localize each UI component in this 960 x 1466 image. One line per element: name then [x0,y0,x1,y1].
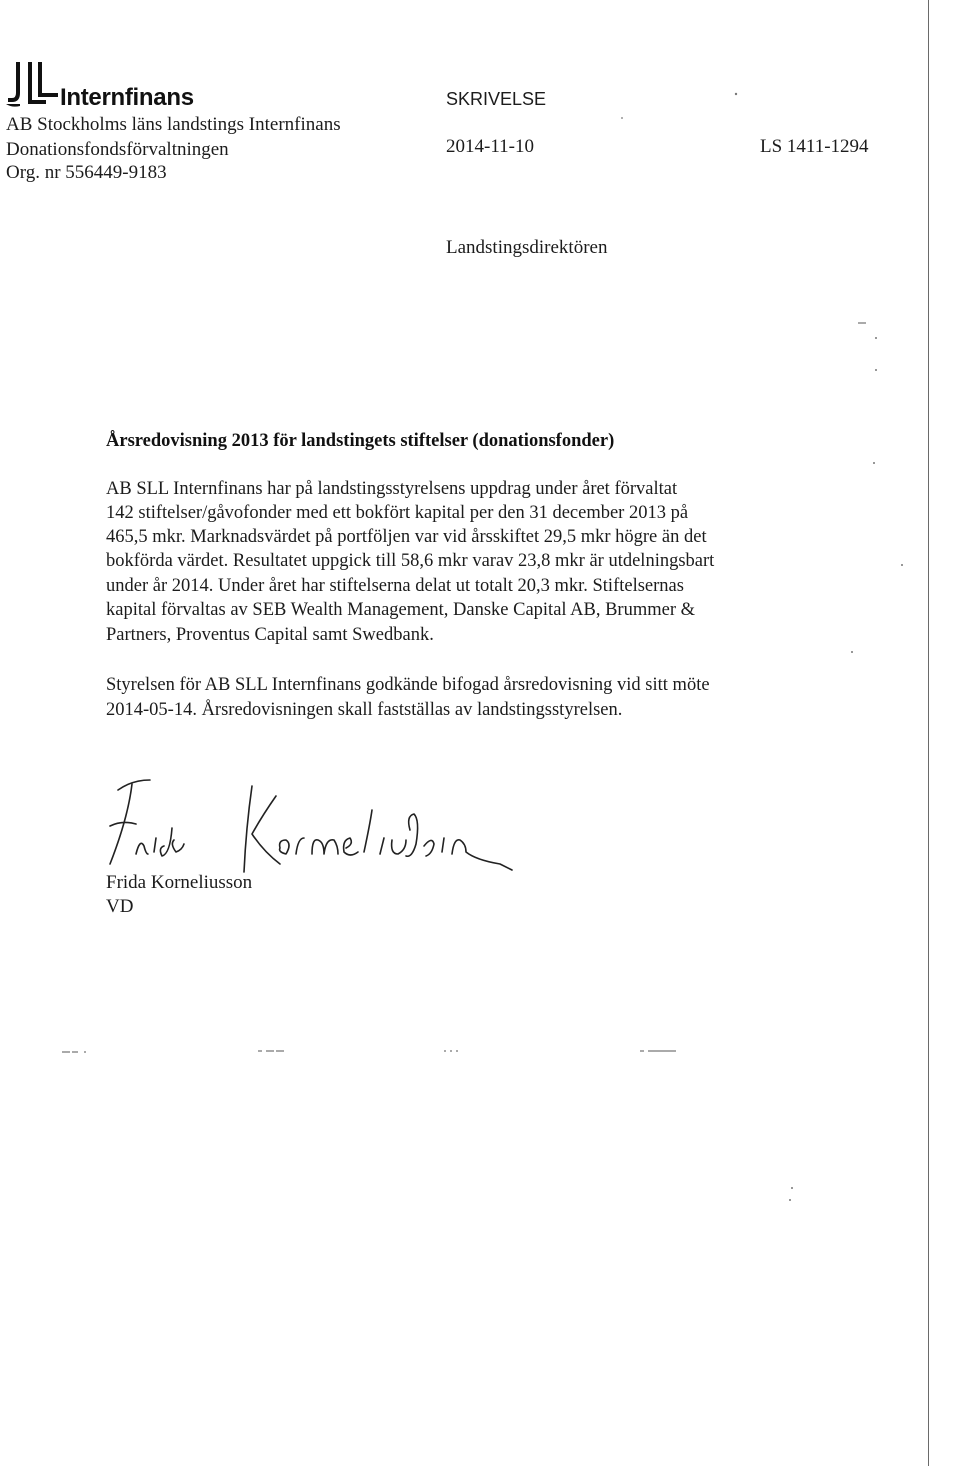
document-date: 2014-11-10 [446,136,534,157]
handwritten-signature [80,768,540,888]
sender-organization: AB Stockholms läns landstings Internfinans [6,114,341,135]
paragraph-line: 465,5 mkr. Marknadsvärdet på portföljen var vid årsskiftet 29,5 mkr högre än det [106,527,707,547]
sender-org-number: Org. nr 556449-9183 [6,162,167,183]
signer-name: Frida Korneliusson [106,872,253,893]
scan-edge-divider [928,0,929,1466]
paragraph-line: under år 2014. Under året har stiftelserna delat ut totalt 20,3 mkr. Stiftelsernas [106,576,684,596]
document-type: SKRIVELSE [446,89,547,109]
sender-department: Donationsfondsförvaltningen [6,139,229,160]
jll-logo-icon [6,60,64,110]
paragraph-line: 142 stiftelser/gåvofonder med ett bokfört kapital per den 31 december 2013 på [106,503,689,523]
paragraph-line: Partners, Proventus Capital samt Swedbank. [106,625,434,645]
paragraph-line: AB SLL Internfinans har på landstingsstyrelsens uppdrag under året förvaltat [106,479,678,499]
recipient: Landstingsdirektören [446,237,608,258]
paragraph-line: 2014-05-14. Årsredovisningen skall fastställas av landstingsstyrelsen. [106,700,623,720]
paragraph-line: bokförda värdet. Resultatet uppgick till 58,6 mkr varav 23,8 mkr är utdelningsbart [106,551,715,571]
paragraph-line: Styrelsen för AB SLL Internfinans godkände bifogad årsredovisning vid sitt möte [106,675,710,695]
signer-title: VD [106,896,134,917]
document-reference: LS 1411-1294 [760,136,869,157]
logo-wordmark: Internfinans [60,84,194,111]
paragraph-line: kapital förvaltas av SEB Wealth Management, Danske Capital AB, Brummer & [106,600,696,620]
document-heading: Årsredovisning 2013 för landstingets stiftelser (donationsfonder) [106,431,615,451]
